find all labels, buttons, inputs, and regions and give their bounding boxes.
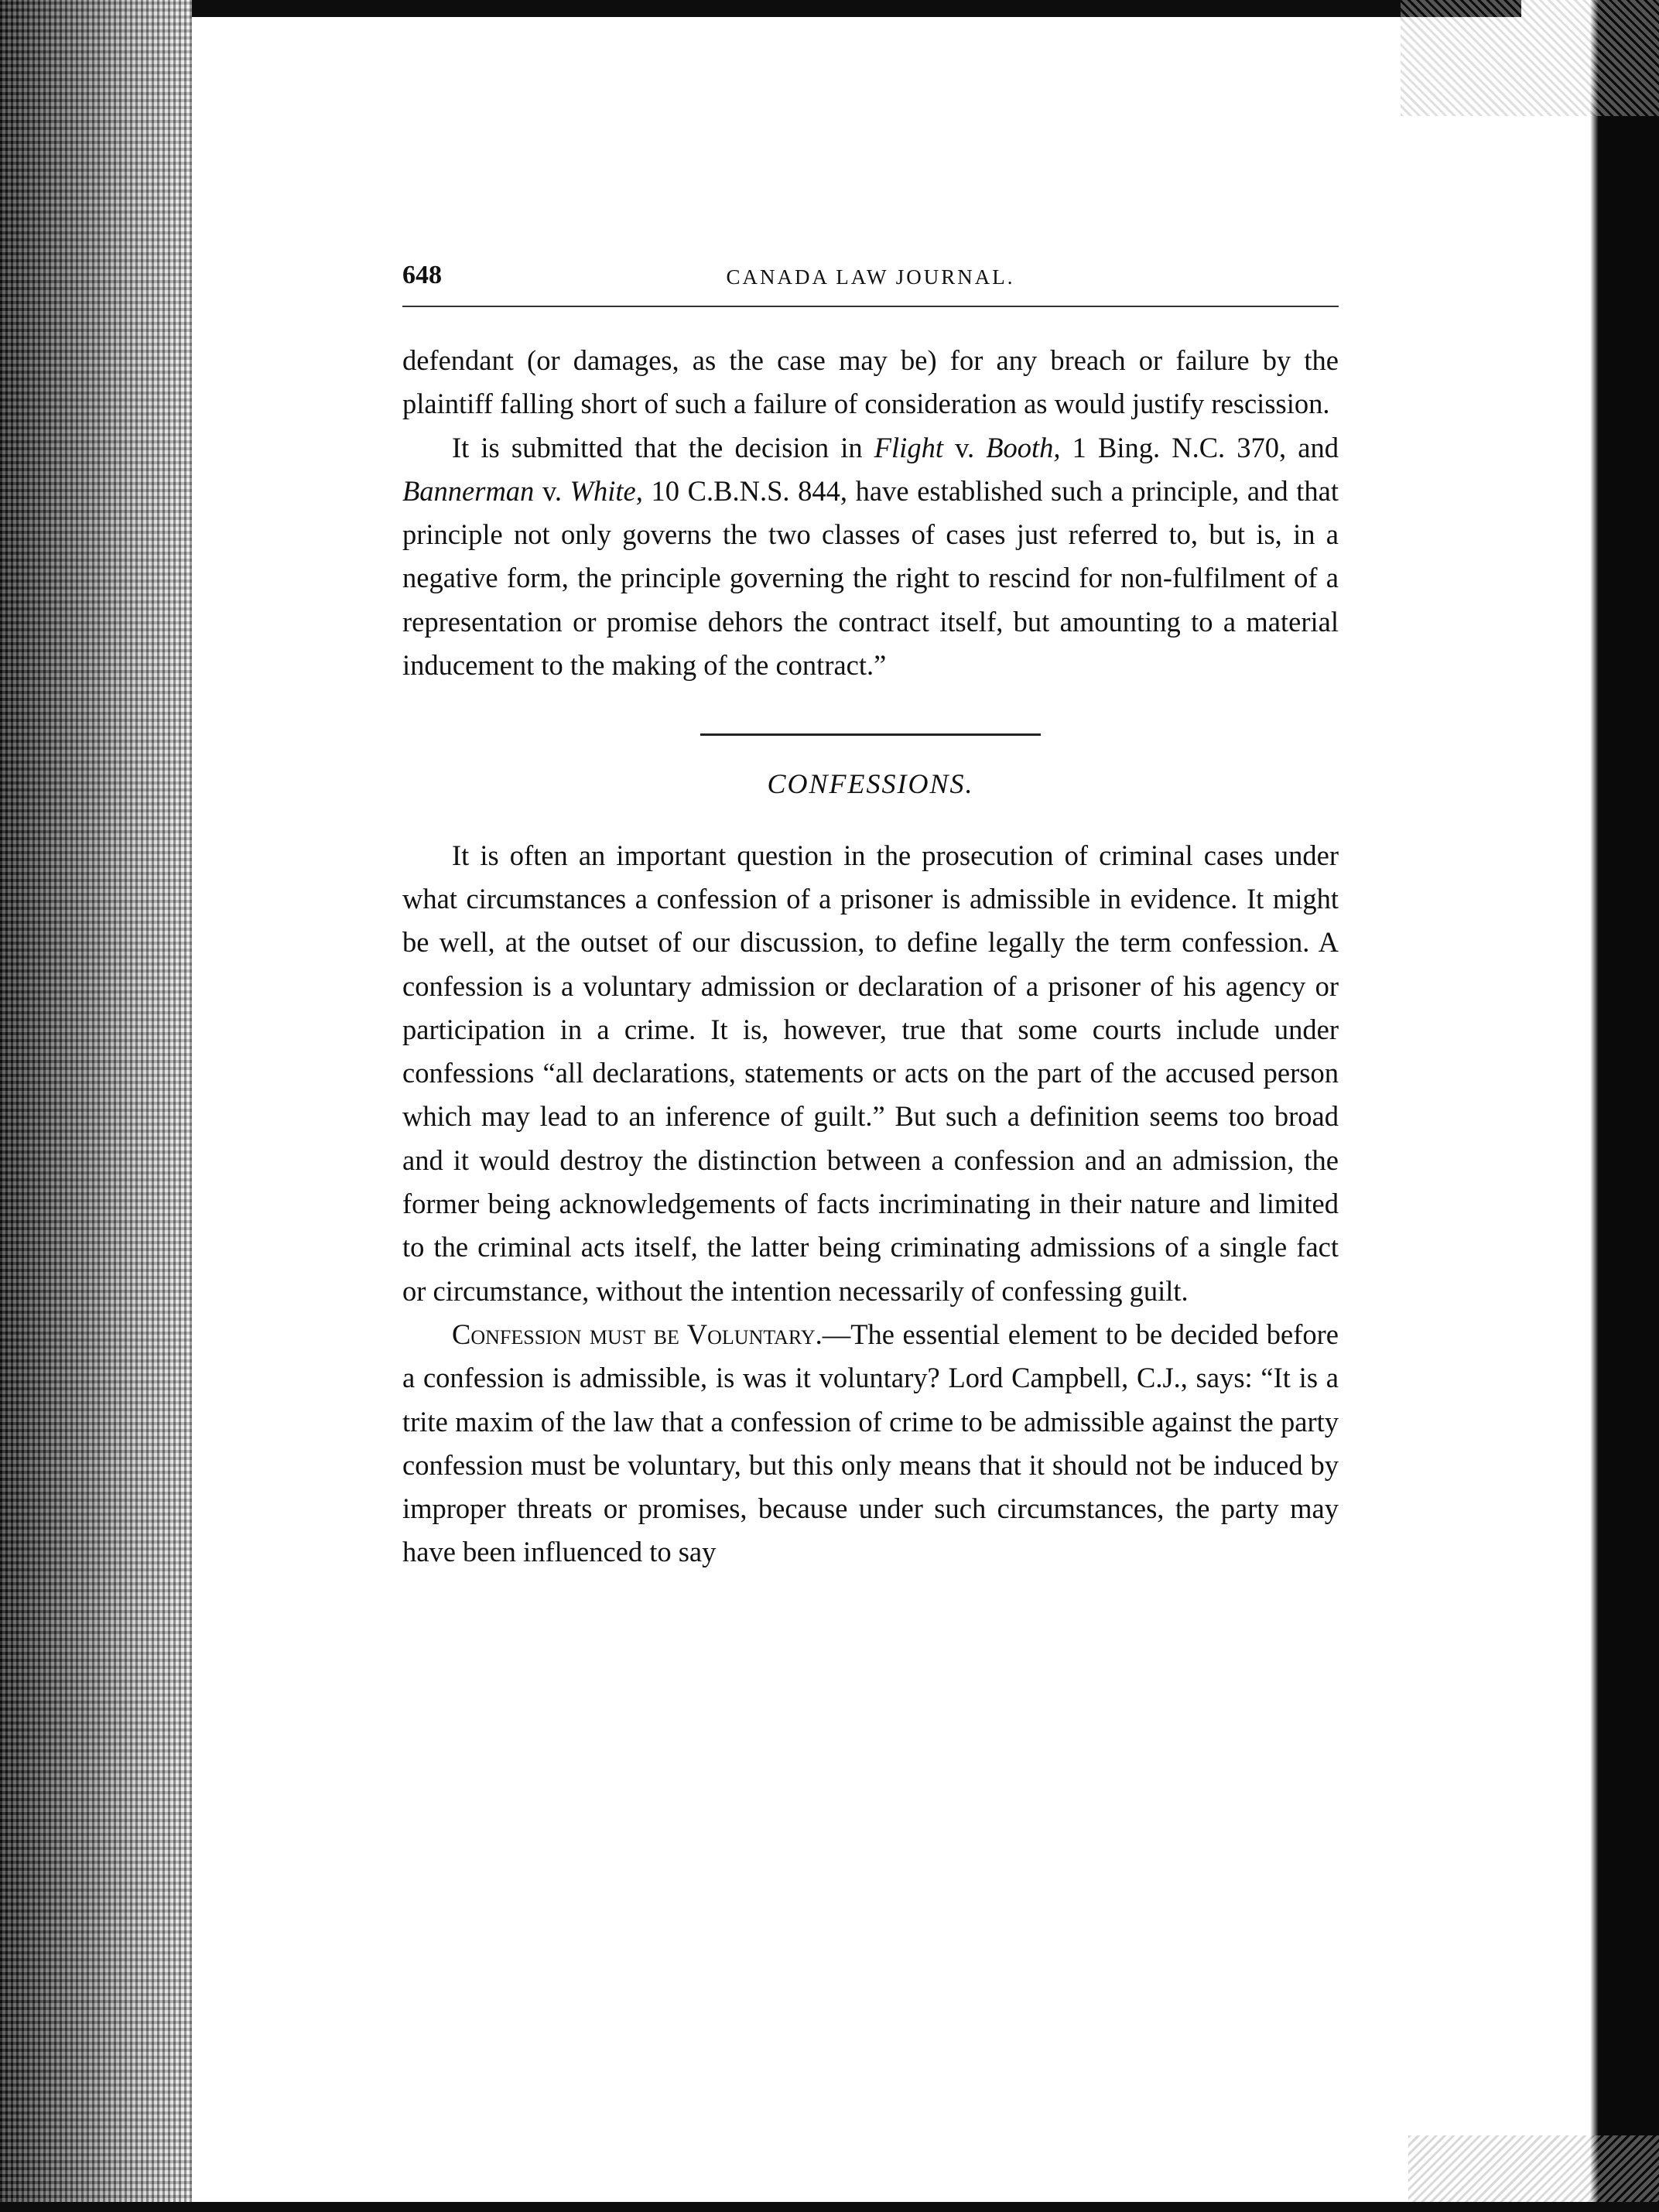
subheading-voluntary: Confession must be Voluntary. (452, 1318, 823, 1350)
scan-edge-left (0, 0, 192, 2212)
scan-edge-right (1521, 0, 1659, 2212)
case-flight: Flight (874, 431, 943, 463)
scan-noise-bottom-right (1408, 2135, 1659, 2212)
case-booth: Booth, (986, 431, 1061, 463)
versus-2: v. (534, 474, 570, 507)
case-white: White, (570, 474, 643, 507)
paragraph-principle (402, 426, 1339, 688)
article-body (402, 339, 1339, 1574)
section-title: CONFESSIONS. (767, 768, 974, 800)
page-number: 648 (402, 261, 442, 289)
journal-page (402, 251, 1339, 1568)
para2-pre: It is submitted that the decision in (452, 431, 874, 463)
scan-edge-bottom (0, 2202, 1659, 2212)
para4-text: —The essential element to be decided before a confession is admissible, is was it voluntary? Lord Campbell, C.J., says: “It is a trite maxim of the law that a confession of crime to be admissible against the party confession must be voluntary, but this only means that it should not be induced by improper threats or promises, because under such circumstances, the party may have been influenced to say (402, 1318, 1339, 1568)
paragraph-continuation: defendant (or damages, as the case may be) for any breach or failure by the plaintiff falling short of such a failure of consideration as would justify rescission. (402, 344, 1339, 420)
header-rule (402, 306, 1339, 307)
running-head (402, 251, 1339, 306)
para2-rest: 10 C.B.N.S. 844, have established such a principle, and that principle not only governs the two classes of cases just referred to, but is, in a negative form, the principle governing the right to rescind for non-fulfilment of a representation or promise dehors the contract itself, but amounting to a material inducement to the making of the contract.” (402, 474, 1339, 682)
paragraph-voluntary (402, 1313, 1339, 1574)
section-divider (700, 733, 1041, 736)
running-title: CANADA LAW JOURNAL. (726, 265, 1015, 289)
scan-noise-top-right (1401, 0, 1659, 116)
paragraph-confessions-intro: It is often an important question in the prosecution of criminal cases under what circumstances a confession of a prisoner is admissible in evidence. It might be well, at the outset of our discussion, to define legally the term confession. A confession is a voluntary admission or declaration of a prisoner of his agency or participation in a crime. It is, however, true that some courts include under confessions “all declarations, statements or acts on the part of the accused person which may lead to an inference of guilt.” But such a definition seems too broad and it would destroy the distinction between a confession and an admission, the former being acknowledgements of facts incriminating in their nature and limited to the criminal acts itself, the latter being criminating admissions of a single fact or circumstance, without the intention necessarily of confessing guilt. (402, 839, 1339, 1307)
citation-1: 1 Bing. N.C. 370, and (1060, 431, 1339, 463)
case-bannerman: Bannerman (402, 474, 535, 507)
versus-1: v. (942, 431, 987, 463)
